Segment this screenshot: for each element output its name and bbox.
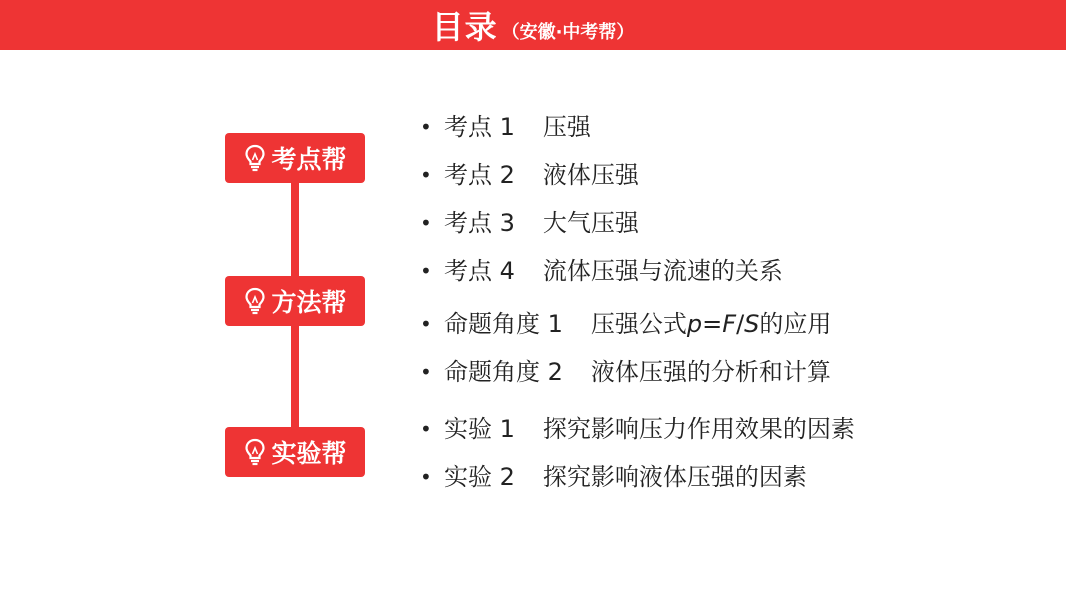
item-text: 流体压强与流速的关系 [542, 257, 783, 285]
item-label: 实验 2 [444, 463, 515, 491]
item-label: 考点 3 [444, 209, 515, 237]
item-label: 命题角度 1 [444, 310, 563, 338]
list-item[interactable] [420, 112, 591, 142]
lightbulb-icon [243, 143, 267, 173]
page-subtitle: （安徽·中考帮） [501, 22, 635, 43]
page-title: 目录 [431, 8, 498, 46]
item-text-pre: 压强公式 [590, 310, 687, 338]
list-item[interactable] [420, 160, 639, 190]
item-label: 考点 2 [444, 161, 515, 189]
item-label: 命题角度 2 [444, 358, 563, 386]
header-bar [0, 0, 1066, 50]
bullet: • [420, 163, 432, 187]
item-label: 考点 1 [444, 113, 515, 141]
bullet: • [420, 360, 432, 384]
item-text: 探究影响液体压强的因素 [542, 463, 807, 491]
header-title [432, 2, 635, 48]
formula-equals: = [702, 310, 723, 338]
badge-label: 实验帮 [271, 439, 347, 468]
item-text: 探究影响压力作用效果的因素 [542, 415, 855, 443]
formula-s: S [744, 310, 760, 338]
item-text: 液体压强 [542, 161, 639, 189]
item-text: 液体压强的分析和计算 [590, 358, 831, 386]
bullet: • [420, 211, 432, 235]
bullet: • [420, 312, 432, 336]
item-label: 考点 4 [444, 257, 515, 285]
formula-p: p [686, 310, 703, 338]
list-item[interactable] [420, 208, 639, 238]
badge-label: 考点帮 [271, 145, 347, 174]
formula-f: F [722, 310, 737, 338]
bullet: • [420, 417, 432, 441]
bullet: • [420, 115, 432, 139]
bullet: • [420, 465, 432, 489]
lightbulb-icon [243, 437, 267, 467]
list-item[interactable] [420, 414, 855, 444]
badge-kaodian[interactable] [225, 133, 365, 183]
list-item[interactable] [420, 462, 807, 492]
badge-label: 方法帮 [271, 288, 347, 317]
badge-fangfa[interactable] [225, 276, 365, 326]
item-text: 大气压强 [542, 209, 639, 237]
item-text-post: 的应用 [759, 310, 832, 338]
formula-slash: / [736, 310, 745, 338]
item-text: 压强 [542, 113, 591, 141]
badge-shiyan[interactable] [225, 427, 365, 477]
lightbulb-icon [243, 286, 267, 316]
item-label: 实验 1 [444, 415, 515, 443]
list-item[interactable] [420, 309, 831, 339]
bullet: • [420, 259, 432, 283]
list-item[interactable] [420, 357, 831, 387]
list-item[interactable] [420, 256, 783, 286]
